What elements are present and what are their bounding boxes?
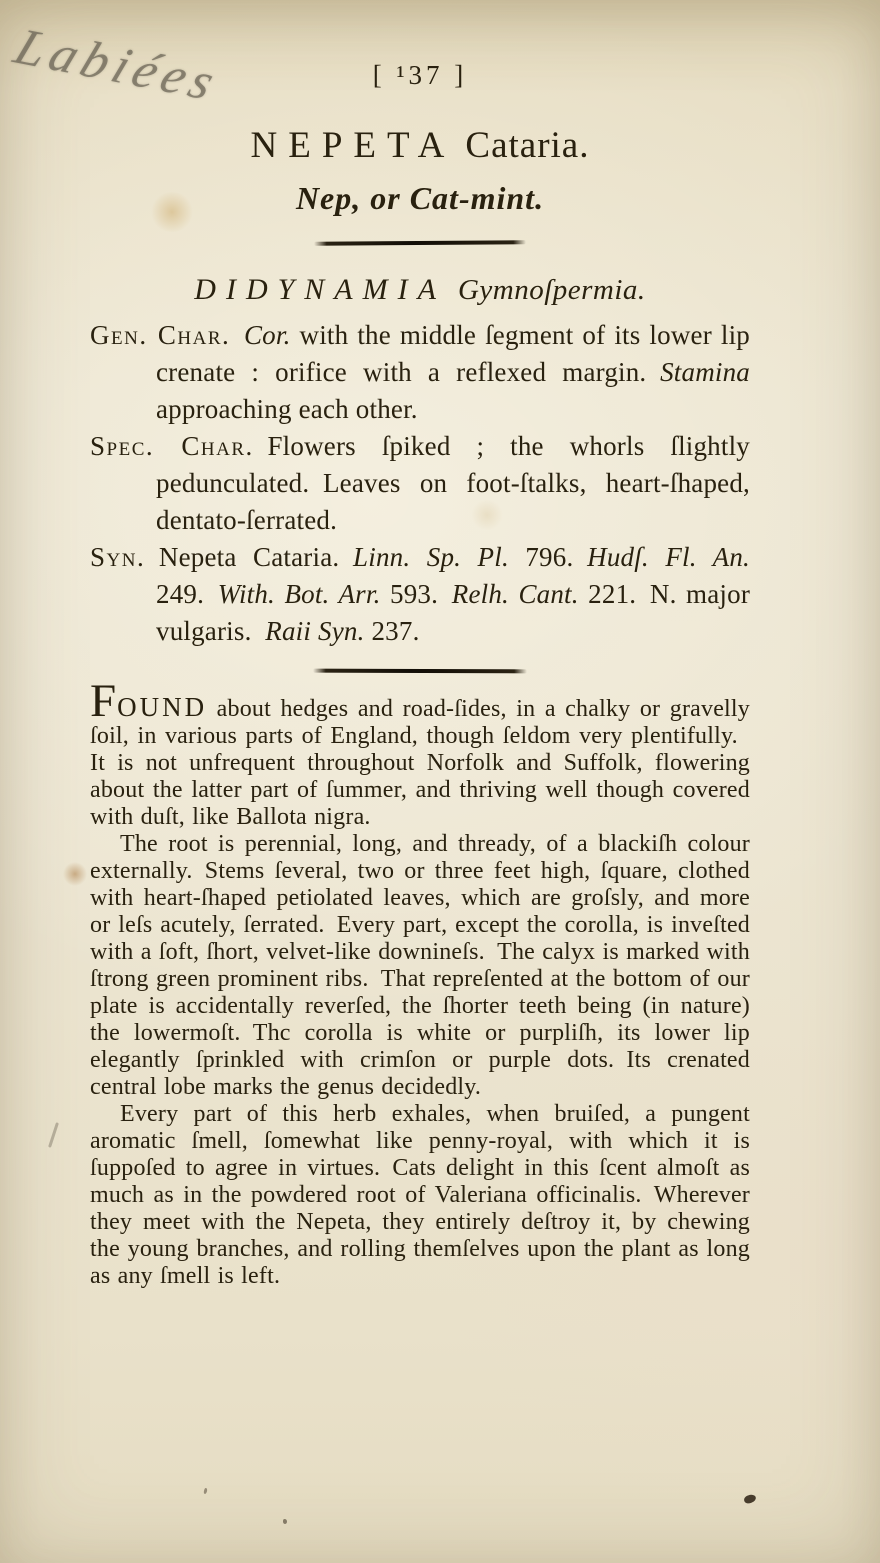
swelled-rule [313,669,527,674]
order-name: Gymnoſpermia. [457,274,646,306]
title-species: Cataria. [465,125,590,166]
section-text: 237. [364,616,420,646]
citation-italic: Relh. Cant. [451,579,579,609]
citation-italic: Cor. [243,320,291,350]
description-text [90,675,750,1290]
page-title [90,125,750,167]
section-text [230,320,244,350]
section-text: 221. N. major vulgaris. [156,579,751,646]
ink-speck [203,1488,207,1495]
section-text: approaching each other. [156,394,418,424]
citation-italic: Linn. Sp. Pl. [353,542,509,572]
section-label: Gen. Char. [90,320,231,350]
ink-speck [743,1493,757,1505]
paragraph-text: about hedges and road-ſides, in a chalky or gravelly ſoil, in various parts of England, though ſeldom very plentifully. It is not unfrequent throughout Norfolk and Suffolk, flowering about the latter part of ſummer, and thriving well though covered with duſt, like Ballota nigra. [90,696,750,830]
section-text: with the middle ſegment of its lower lip crenate : orifice with a reflexed margin. [156,320,750,387]
initial-capital: F [90,675,118,727]
handwritten-annotation: Labiées [6,18,228,112]
section-generic-character [90,317,750,428]
common-name-subtitle: Nep, or Cat-mint. [295,180,545,216]
section-label: Syn. [90,542,146,572]
linnaean-classification [90,270,750,310]
taxonomy-sections [90,317,750,650]
paragraph-properties: Every part of this herb exhales, when bruiſed, a pungent aromatic ſmell, ſomewhat like penny-royal, with which it is ſuppoſed to agree in virtues. Cats delight in this ſcent almoſt as much as in the powdered root of Valeriana officinalis. Wherever they meet with the Nepeta, they entirely deſtroy it, by chewing the young branches, and rolling themſelves upon the plant as long as any ſmell is left. [90,1101,750,1289]
section-synonyms [90,539,750,650]
lead-capitals: OUND [117,692,208,722]
citation-italic: Stamina [660,357,750,387]
title-genus: NEPETA [250,125,456,166]
section-specific-character [90,428,750,539]
citation-italic: With. Bot. Arr. [217,579,381,609]
ink-speck [283,1519,287,1524]
section-text: 796. [508,542,588,572]
citation-italic: Hudſ. Fl. An. [587,542,750,572]
paragraph-botanical-description: The root is perennial, long, and thready, of a blackiſh colour externally. Stems ſeveral, two or three feet high, ſquare, clothed with heart-ſhaped petiolated leaves, which are groſsly, and more or leſs acutely, ſerrated. Every part, except the corolla, is inveſted with a ſoft, ſhort, velvet-like downineſs. The calyx is marked with ſtrong green prominent ribs. That repreſented at the bottom of our plate is accidentally reverſed, the ſhorter teeth being (in nature) the lowermoſt. Thc corolla is white or purpliſh, its lower lip elegantly ſprinkled with crimſon or purple dots. Its crenated central lobe marks the genus decidedly. [90,831,750,1100]
section-text: Flowers ſpiked ; the whorls ſlightly pedunculated. Leaves on foot-ſtalks, heart-ſhaped, dentato-ſerrated. [156,431,750,535]
page-number: [ ¹37 ] [372,60,468,90]
citation-italic: Raii Syn. [265,616,365,646]
section-text: 249. [156,579,218,609]
class-name: DIDYNAMIA [194,273,446,306]
swelled-rule [314,240,526,245]
section-label: Spec. Char. [90,431,254,461]
section-text: Nepeta Cataria. [145,542,354,572]
section-text: 593. [380,579,452,609]
paragraph-habitat [90,675,750,831]
